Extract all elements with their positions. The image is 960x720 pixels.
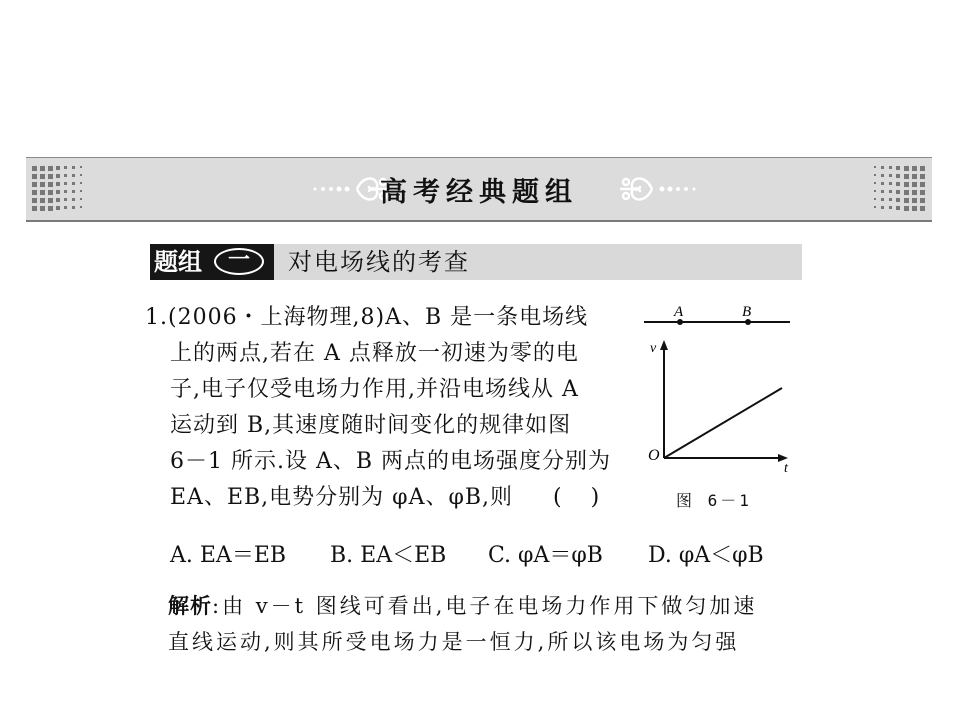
analysis-line-2: 直线运动,则其所受电场力是一恒力,所以该电场为匀强	[168, 630, 740, 654]
answer-choices	[170, 538, 810, 574]
question-line: 1.(2006・上海物理,8)A、B 是一条电场线	[145, 305, 589, 330]
y-axis-label: v	[650, 341, 657, 356]
figure-caption: 图 6－1	[676, 491, 752, 510]
analysis-line-1: :由 v－t 图线可看出,电子在电场力作用下做匀加速	[212, 594, 758, 618]
banner-title: 高考经典题组	[380, 177, 578, 208]
analysis-line	[168, 588, 808, 624]
section-tag	[150, 244, 274, 280]
question-line	[145, 480, 625, 516]
title-banner	[26, 157, 932, 222]
figure-6-1	[636, 298, 796, 518]
section-tag-number: 一	[214, 248, 264, 275]
section-header	[150, 244, 802, 280]
question-line: 6－1 所示.设 A、B 两点的电场强度分别为	[170, 449, 612, 474]
question-line: 子,电子仅受电场力作用,并沿电场线从 A	[170, 377, 579, 402]
point-b-label: B	[742, 304, 752, 320]
question-line: 运动到 B,其速度随时间变化的规律如图	[170, 413, 572, 438]
question-text	[145, 300, 625, 516]
question-line: 上的两点,若在 A 点释放一初速为零的电	[170, 341, 579, 366]
velocity-line	[664, 388, 782, 458]
answer-paren: ( )	[553, 485, 600, 510]
section-title: 对电场线的考查	[288, 248, 470, 276]
choice-a: A. EA＝EB	[170, 543, 287, 568]
choice-c: C. φA＝φB	[488, 543, 603, 568]
origin-label: O	[648, 447, 660, 464]
choice-b: B. EA＜EB	[330, 543, 447, 568]
choice-d: D. φA＜φB	[648, 543, 764, 568]
section-tag-label: 题组	[154, 248, 202, 276]
x-axis-label: t	[784, 461, 788, 476]
y-axis-arrow	[660, 340, 668, 350]
point-a-label: A	[674, 304, 684, 320]
analysis-label: 解析	[168, 594, 212, 618]
analysis-text	[168, 588, 808, 660]
question-last-line: EA、EB,电势分别为 φA、φB,则	[170, 485, 514, 510]
